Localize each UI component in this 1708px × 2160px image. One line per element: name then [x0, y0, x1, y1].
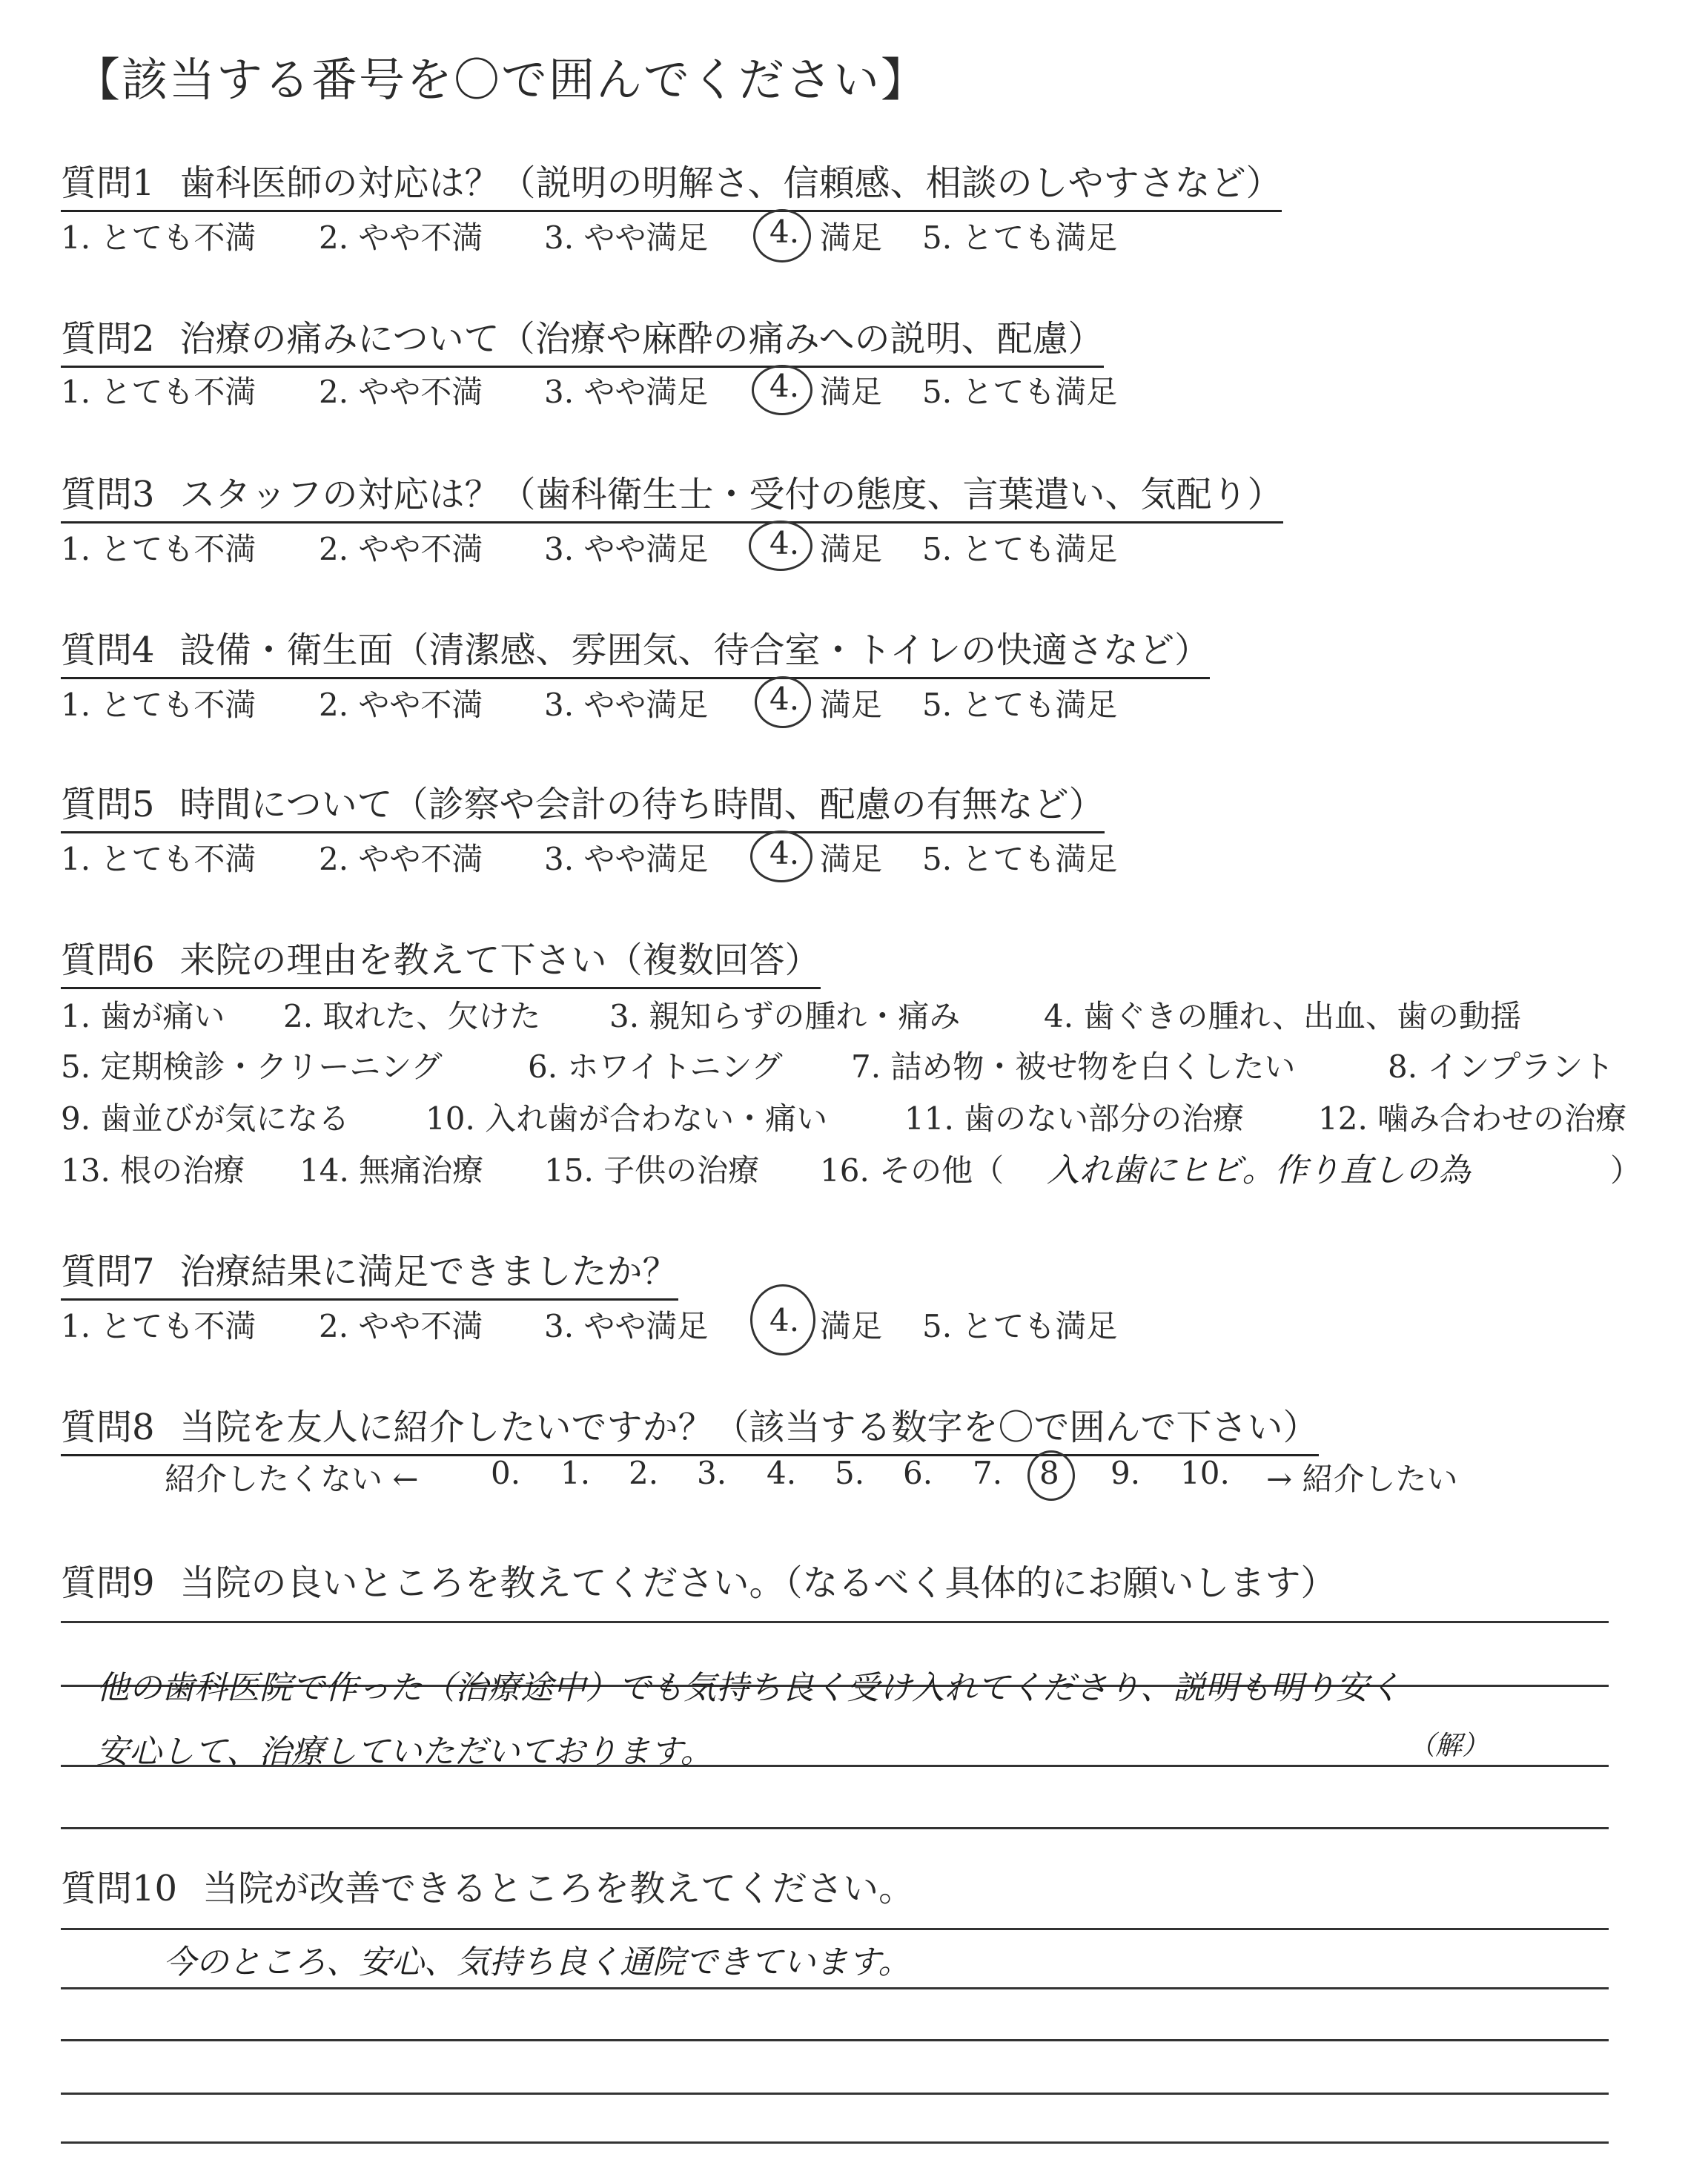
option-3[interactable]: 3. やや満足	[544, 841, 709, 877]
scale-right-label: → 紹介したい	[1266, 1461, 1458, 1497]
option-2[interactable]: 2. やや不満	[319, 1308, 483, 1344]
question-1-heading	[61, 154, 1282, 212]
reason-option[interactable]: 9. 歯並びが気になる	[61, 1100, 350, 1137]
scale-option-4[interactable]: 4.	[767, 1455, 797, 1491]
question-3-heading	[61, 466, 1283, 524]
reason-option[interactable]: 14. 無痛治療	[299, 1152, 484, 1189]
reason-option-other[interactable]: 16. その他（	[820, 1152, 1004, 1189]
scale-option-7[interactable]: 7.	[973, 1455, 1003, 1491]
option-3[interactable]: 3. やや満足	[544, 531, 709, 567]
option-3[interactable]: 3. やや満足	[544, 374, 709, 410]
option-1[interactable]: 1. とても不満	[61, 687, 256, 723]
answer-circle-mark	[750, 1284, 815, 1355]
question-1-number: 質問1	[61, 162, 155, 204]
scale-option-1[interactable]: 1.	[560, 1455, 591, 1491]
option-4-label[interactable]: 満足	[820, 1308, 883, 1344]
option-1[interactable]: 1. とても不満	[61, 374, 256, 410]
reason-option[interactable]: 7. 詰め物・被せ物を白くしたい	[851, 1048, 1296, 1085]
option-3[interactable]: 3. やや満足	[544, 687, 709, 723]
scale-option-9[interactable]: 9.	[1110, 1455, 1141, 1491]
question-4-text: 設備・衛生面（清潔感、雰囲気、待合室・トイレの快適さなど）	[179, 630, 1211, 671]
option-4-number[interactable]: 4.	[769, 214, 800, 250]
reason-option[interactable]: 2. 取れた、欠けた	[283, 998, 541, 1034]
option-1[interactable]: 1. とても不満	[61, 531, 256, 567]
recommend-scale	[165, 1455, 1499, 1499]
option-5[interactable]: 5. とても満足	[922, 841, 1118, 877]
option-1[interactable]: 1. とても不満	[61, 219, 256, 256]
question-7-number: 質問7	[61, 1251, 155, 1292]
scale-option-0[interactable]: 0.	[491, 1455, 521, 1491]
reason-option[interactable]: 8. インプラント	[1388, 1048, 1615, 1085]
question-6-number: 質問6	[61, 939, 155, 981]
question-7-text: 治療結果に満足できましたか？	[179, 1251, 678, 1292]
answer-line	[61, 2141, 1609, 2144]
answer-line	[61, 1621, 1609, 1623]
question-4-heading	[61, 621, 1210, 679]
option-4-label[interactable]: 満足	[820, 374, 883, 410]
question-9-number: 質問9	[61, 1562, 155, 1604]
reason-option[interactable]: 6. ホワイトニング	[528, 1048, 783, 1085]
answer-circle-mark	[750, 830, 812, 882]
other-close-paren: ）	[1610, 1152, 1642, 1189]
option-4-number[interactable]: 4.	[769, 525, 800, 561]
q9-answer-note: （解）	[1409, 1731, 1489, 1761]
question-8-text: 当院を友人に紹介したいですか？（該当する数字を〇で囲んで下さい）	[179, 1407, 1319, 1448]
question-1-text: 歯科医師の対応は？（説明の明解さ、信頼感、相談のしやすさなど）	[179, 162, 1282, 204]
option-5[interactable]: 5. とても満足	[922, 531, 1118, 567]
option-2[interactable]: 2. やや不満	[319, 531, 483, 567]
question-2-number: 質問2	[61, 318, 155, 360]
scale-option-2[interactable]: 2.	[629, 1455, 659, 1491]
question-6-heading	[61, 931, 821, 989]
option-4-number[interactable]: 4.	[769, 1302, 800, 1338]
answer-line	[61, 1928, 1609, 1930]
reason-option[interactable]: 1. 歯が痛い	[61, 998, 225, 1034]
q10-answer-line-1[interactable]: 今のところ、安心、気持ち良く通院できています。	[163, 1943, 911, 1981]
answer-line	[61, 2039, 1609, 2041]
option-5[interactable]: 5. とても満足	[922, 1308, 1118, 1344]
option-4-number[interactable]: 4.	[769, 368, 800, 404]
scale-option-10[interactable]: 10.	[1180, 1455, 1230, 1491]
answer-circle-mark	[753, 209, 811, 262]
question-2-heading	[61, 310, 1104, 368]
reason-option[interactable]: 13. 根の治療	[61, 1152, 245, 1189]
question-10-heading	[61, 1860, 914, 1915]
option-2[interactable]: 2. やや不満	[319, 374, 483, 410]
option-4-label[interactable]: 満足	[820, 219, 883, 256]
scale-option-3[interactable]: 3.	[697, 1455, 727, 1491]
other-reason-handwritten[interactable]: 入れ歯にヒビ。作り直しの為	[1047, 1152, 1471, 1189]
option-2[interactable]: 2. やや不満	[319, 219, 483, 256]
scale-option-5[interactable]: 5.	[835, 1455, 865, 1491]
question-5-number: 質問5	[61, 784, 155, 825]
option-2[interactable]: 2. やや不満	[319, 841, 483, 877]
question-5-heading	[61, 776, 1105, 833]
reason-option[interactable]: 12. 噛み合わせの治療	[1318, 1100, 1627, 1137]
question-8-heading	[61, 1398, 1319, 1456]
answer-circle-mark	[1027, 1450, 1075, 1501]
option-4-label[interactable]: 満足	[820, 841, 883, 877]
scale-option-8[interactable]: 8	[1039, 1455, 1059, 1491]
option-4-label[interactable]: 満足	[820, 531, 883, 567]
q9-answer-line-2[interactable]: 安心して、治療していただいております。	[96, 1733, 713, 1771]
option-1[interactable]: 1. とても不満	[61, 1308, 256, 1344]
question-3-number: 質問3	[61, 474, 155, 515]
question-10-text: 当院が改善できるところを教えてください。	[202, 1868, 915, 1909]
question-5-text: 時間について（診察や会計の待ち時間、配慮の有無など）	[179, 784, 1105, 825]
answer-line	[61, 1987, 1609, 1989]
option-3[interactable]: 3. やや満足	[544, 219, 709, 256]
question-7-heading	[61, 1243, 678, 1301]
scale-option-6[interactable]: 6.	[903, 1455, 933, 1491]
question-4-number: 質問4	[61, 630, 155, 671]
question-3-text: スタッフの対応は？（歯科衛生士・受付の態度、言葉遣い、気配り）	[179, 474, 1283, 515]
page-title: 【該当する番号を〇で囲んでください】	[74, 53, 929, 107]
option-5[interactable]: 5. とても満足	[922, 374, 1118, 410]
answer-line	[61, 2093, 1609, 2095]
reason-option[interactable]: 5. 定期検診・クリーニング	[61, 1048, 443, 1085]
answer-circle-mark	[752, 365, 812, 415]
option-1[interactable]: 1. とても不満	[61, 841, 256, 877]
reason-option[interactable]: 3. 親知らずの腫れ・痛み	[609, 998, 961, 1034]
reason-option[interactable]: 4. 歯ぐきの腫れ、出血、歯の動揺	[1044, 998, 1521, 1034]
option-4-number[interactable]: 4.	[769, 681, 800, 717]
reason-option[interactable]: 11. 歯のない部分の治療	[904, 1100, 1245, 1137]
option-4-number[interactable]: 4.	[769, 835, 800, 871]
option-3[interactable]: 3. やや満足	[544, 1308, 709, 1344]
question-6-text: 来院の理由を教えて下さい（複数回答）	[179, 939, 821, 981]
q9-answer-line-1[interactable]: 他の歯科医院で作った（治療途中）でも気持ち良く受け入れてくださり、説明も明り安く	[96, 1669, 1401, 1707]
question-9-text: 当院の良いところを教えてください。（なるべく具体的にお願いします）	[179, 1562, 1337, 1604]
question-9-heading	[61, 1554, 1337, 1610]
option-2[interactable]: 2. やや不満	[319, 687, 483, 723]
option-5[interactable]: 5. とても満足	[922, 219, 1118, 256]
reason-option[interactable]: 10. 入れ歯が合わない・痛い	[426, 1100, 828, 1137]
question-10-number: 質問10	[61, 1868, 178, 1909]
answer-line	[61, 1827, 1609, 1829]
question-2-text: 治療の痛みについて（治療や麻酔の痛みへの説明、配慮）	[179, 318, 1104, 360]
answer-circle-mark	[749, 521, 812, 571]
question-8-number: 質問8	[61, 1407, 155, 1448]
option-4-label[interactable]: 満足	[820, 687, 883, 723]
reason-option[interactable]: 15. 子供の治療	[544, 1152, 760, 1189]
scale-left-label: 紹介したくない ←	[165, 1461, 419, 1497]
answer-circle-mark	[755, 676, 811, 728]
option-5[interactable]: 5. とても満足	[922, 687, 1118, 723]
